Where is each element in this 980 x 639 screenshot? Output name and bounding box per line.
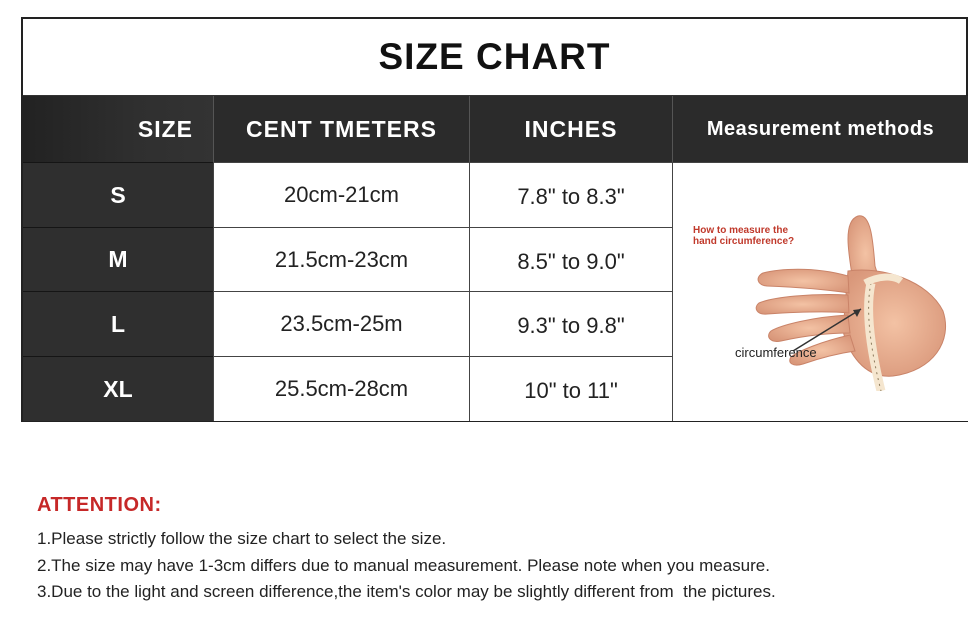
inch-cell-s: 7.8" to 8.3"	[469, 162, 672, 227]
attention-note-3: 3.Due to the light and screen difference,the item's color may be slightly different from the pictures.	[37, 582, 776, 601]
size-label-m: M	[23, 227, 213, 291]
chart-title: SIZE CHART	[23, 19, 966, 96]
measurement-method-illustration	[672, 162, 968, 421]
header-size: SIZE	[23, 96, 213, 162]
size-label-l: L	[23, 291, 213, 356]
attention-note-1: 1.Please strictly follow the size chart to select the size.	[37, 529, 447, 548]
size-chart	[21, 17, 968, 422]
attention-note-2: 2.The size may have 1-3cm differs due to manual measurement. Please note when you measure.	[37, 556, 770, 575]
size-label-s: S	[23, 162, 213, 227]
header-centimeters: CENT TMETERS	[213, 96, 469, 162]
cm-cell-s: 20cm-21cm	[213, 162, 469, 227]
header-inches: INCHES	[469, 96, 672, 162]
cm-cell-m: 21.5cm-23cm	[213, 227, 469, 291]
circumference-label: circumference	[735, 345, 817, 360]
hand-measuring-icon	[753, 211, 963, 391]
cm-cell-xl: 25.5cm-28cm	[213, 356, 469, 421]
cm-cell-l: 23.5cm-25m	[213, 291, 469, 356]
size-table	[23, 96, 966, 421]
inch-cell-xl: 10" to 11"	[469, 356, 672, 421]
inch-cell-l: 9.3" to 9.8"	[469, 291, 672, 356]
size-label-xl: XL	[23, 356, 213, 421]
inch-cell-m: 8.5" to 9.0"	[469, 227, 672, 291]
measure-question: How to measure the hand circumference?	[693, 225, 795, 247]
attention-heading: ATTENTION:	[37, 494, 162, 516]
header-measurement-methods: Measurement methods	[672, 96, 968, 162]
